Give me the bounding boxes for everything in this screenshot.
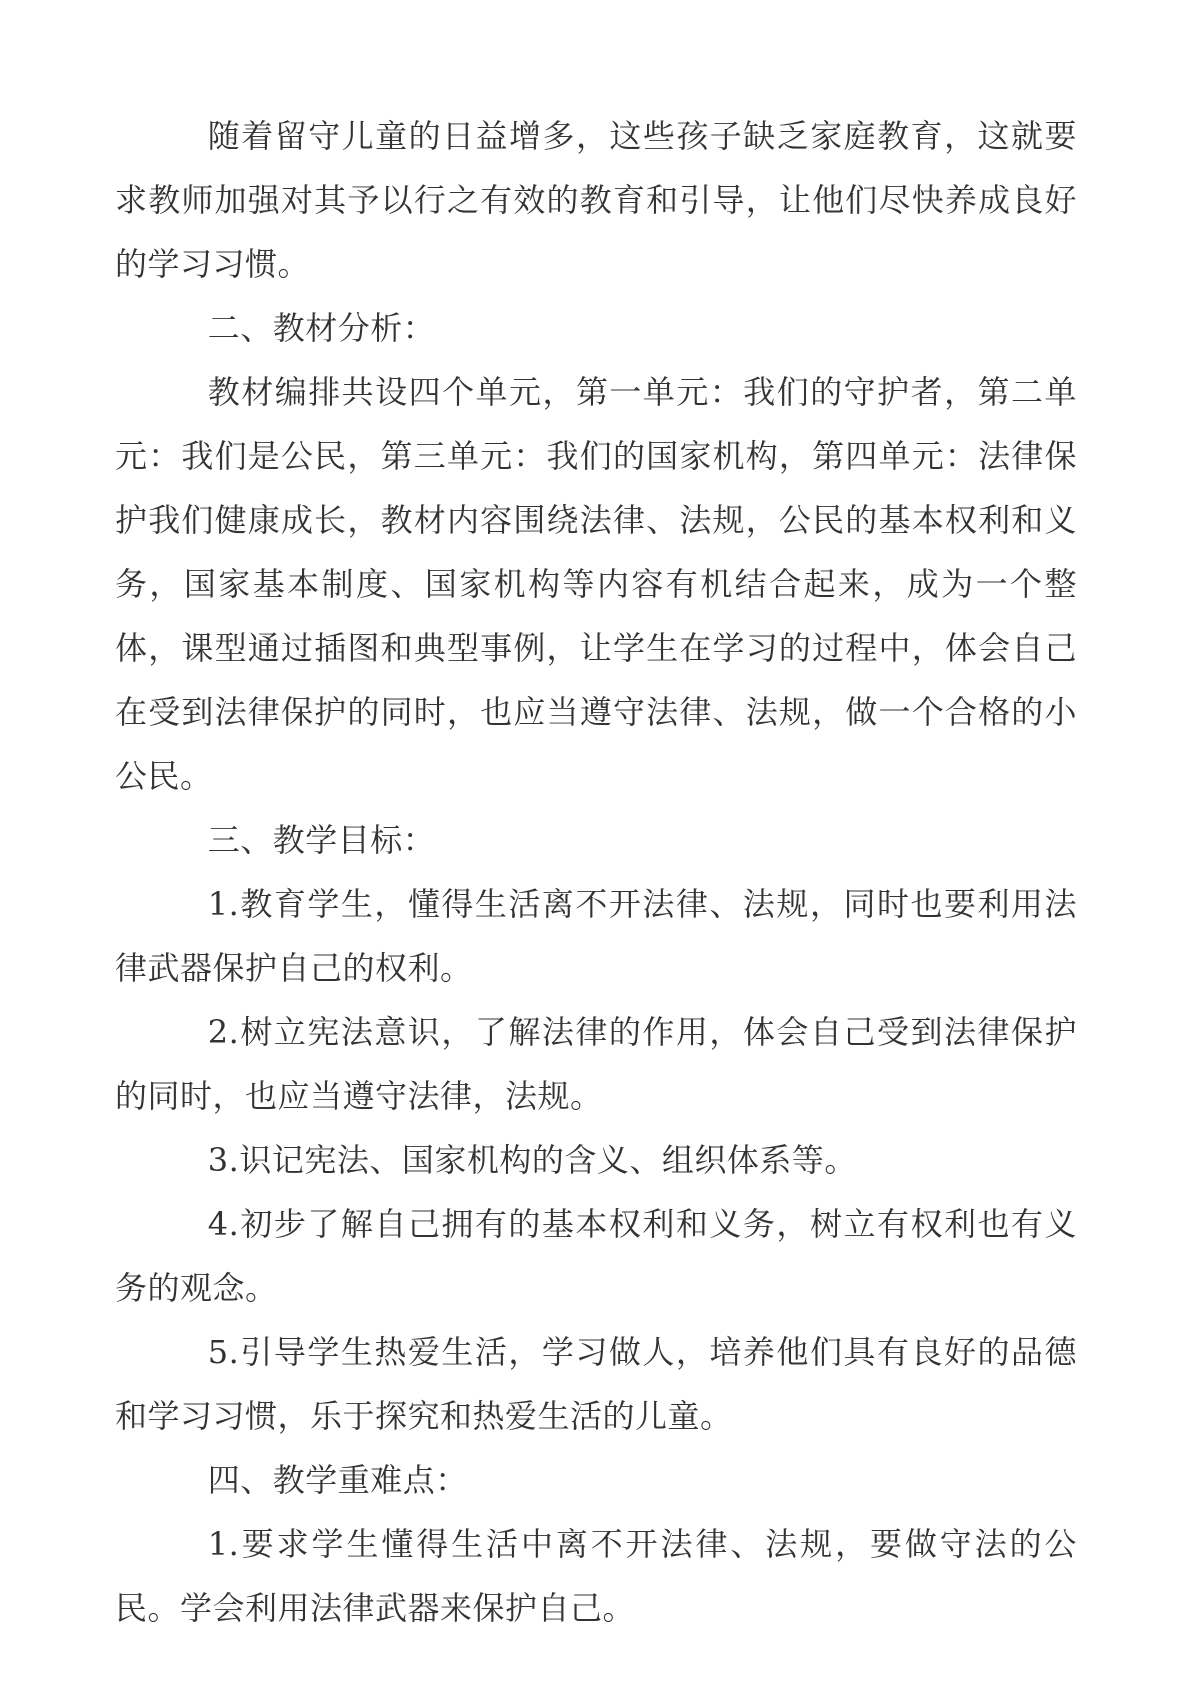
difficulty-item-1: 1.要求学生懂得生活中离不开法律、法规，要做守法的公民。学会利用法律武器来保护自己。 (115, 1525, 1077, 1627)
section-heading-teaching-goals: 三、教学目标： (207, 821, 436, 859)
goal-item-4: 4.初步了解自己拥有的基本权利和义务，树立有权利也有义务的观念。 (115, 1205, 1077, 1307)
document-body (115, 104, 1077, 1640)
goal-item-1: 1.教育学生，懂得生活离不开法律、法规，同时也要利用法律武器保护自己的权利。 (115, 885, 1077, 987)
section-heading-key-difficulties: 四、教学重难点： (207, 1461, 468, 1499)
section-heading-textbook-analysis: 二、教材分析： (207, 309, 436, 347)
textbook-analysis-paragraph: 教材编排共设四个单元，第一单元：我们的守护者，第二单元：我们是公民，第三单元：我们的国家机构，第四单元：法律保护我们健康成长，教材内容围绕法律、法规，公民的基本权利和义务，国家基本制度、国家机构等内容有机结合起来，成为一个整体，课型通过插图和典型事例，让学生在学习的过程中，体会自己在受到法律保护的同时，也应当遵守法律、法规，做一个合格的小公民。 (115, 373, 1077, 795)
goal-item-2: 2.树立宪法意识，了解法律的作用，体会自己受到法律保护的同时，也应当遵守法律，法规。 (115, 1013, 1077, 1115)
goal-item-3: 3.识记宪法、国家机构的含义、组织体系等。 (207, 1141, 857, 1179)
intro-paragraph: 随着留守儿童的日益增多，这些孩子缺乏家庭教育，这就要求教师加强对其予以行之有效的教育和引导，让他们尽快养成良好的学习习惯。 (115, 117, 1077, 283)
goal-item-5: 5.引导学生热爱生活，学习做人，培养他们具有良好的品德和学习习惯，乐于探究和热爱生活的儿童。 (115, 1333, 1077, 1435)
